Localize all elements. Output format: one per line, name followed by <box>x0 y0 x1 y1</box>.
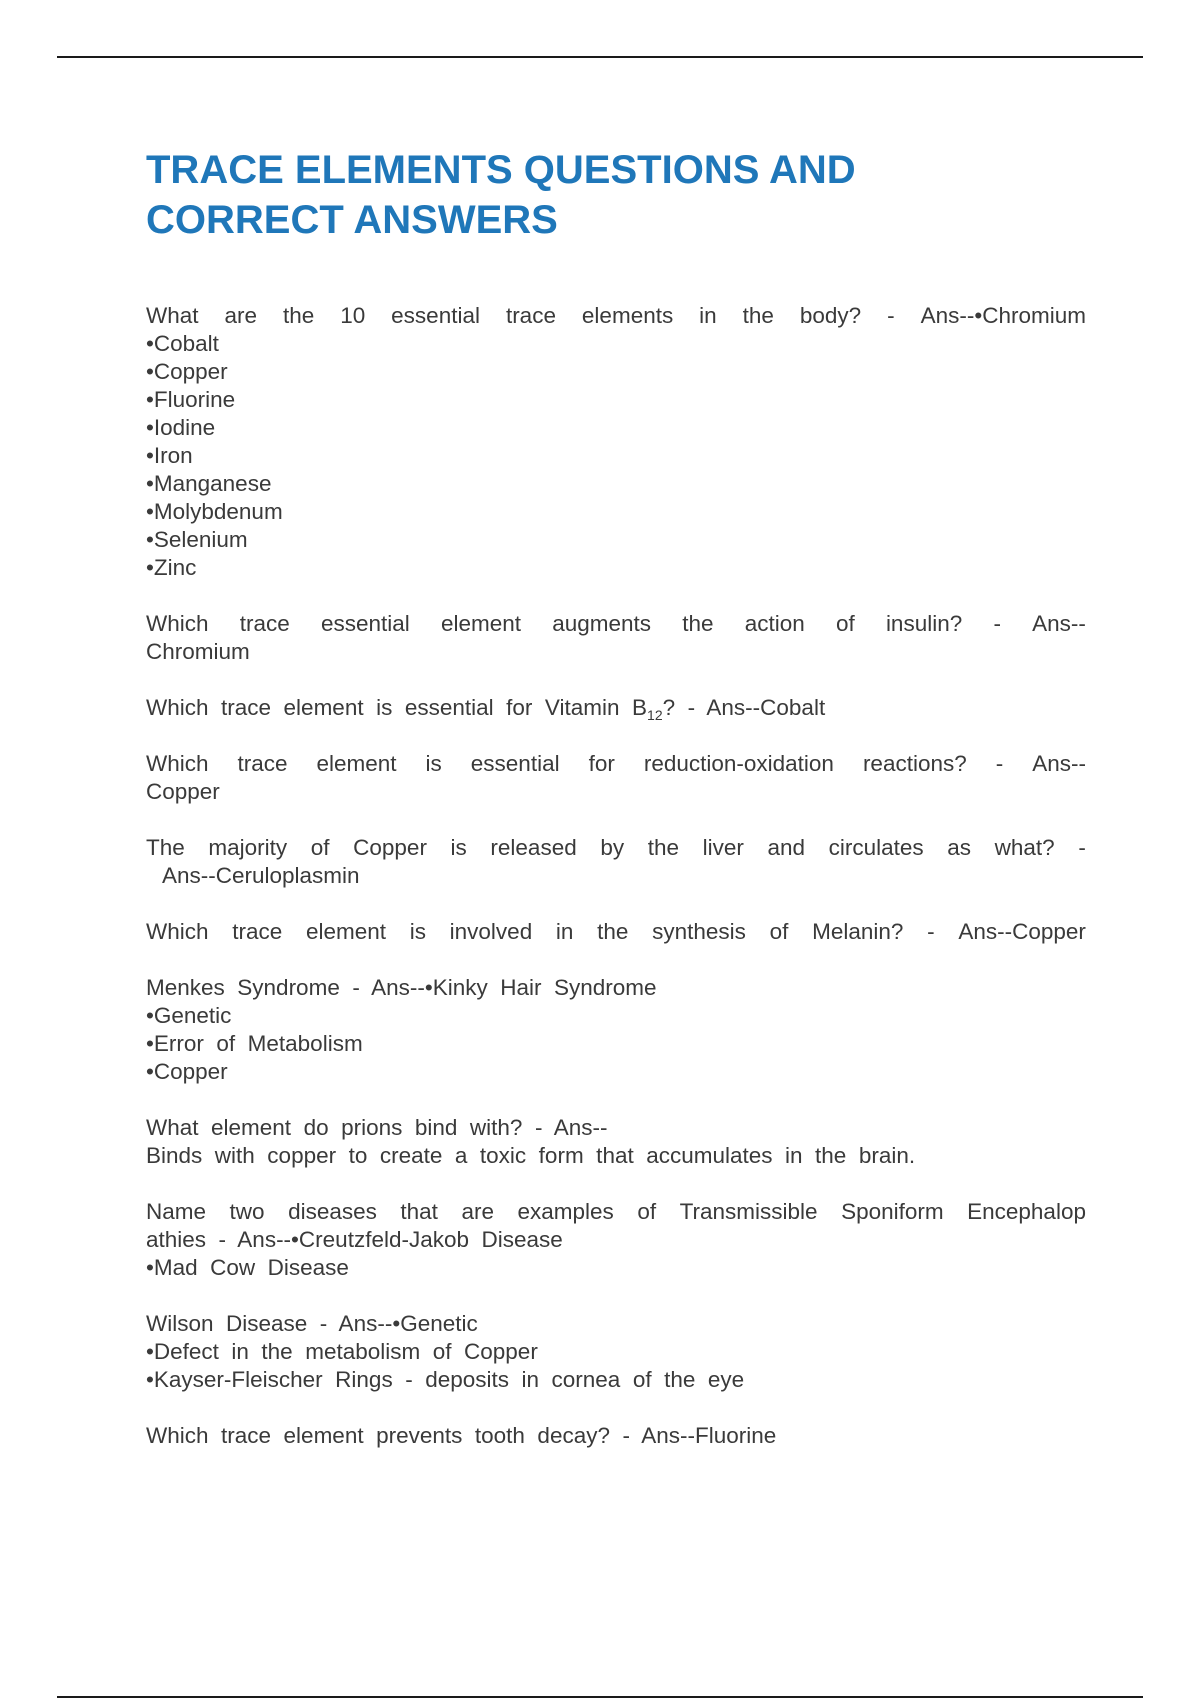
qa-item <box>146 1422 1086 1450</box>
word: Copper <box>353 835 427 860</box>
qa-item <box>146 694 1086 722</box>
word: that <box>400 1199 438 1224</box>
word: Ans-- <box>1032 611 1086 636</box>
word: are <box>461 1199 494 1224</box>
word: trace <box>239 611 290 636</box>
qa-item <box>146 1310 1086 1394</box>
qa-item <box>146 974 1086 1086</box>
word: essential <box>470 751 560 776</box>
word: is <box>450 835 467 860</box>
word: of <box>637 1199 657 1224</box>
qa-item <box>146 750 1086 806</box>
word: diseases <box>288 1199 377 1224</box>
word: elements <box>581 303 674 328</box>
word: of <box>835 611 855 636</box>
word: by <box>600 835 625 860</box>
word: action <box>744 611 805 636</box>
word: 10 <box>340 303 366 328</box>
word: and <box>767 835 806 860</box>
word: The <box>146 835 185 860</box>
word: trace <box>232 919 283 944</box>
word: what? <box>994 835 1055 860</box>
qa-item <box>146 610 1086 666</box>
word: augments <box>552 611 652 636</box>
qa-line: •Fluorine <box>146 387 236 412</box>
word: circulates <box>828 835 924 860</box>
qa-text: ? - Ans--Cobalt <box>662 695 826 720</box>
word: as <box>947 835 972 860</box>
qa-line: •Molybdenum <box>146 499 283 524</box>
word: the <box>282 303 315 328</box>
title-line-2: CORRECT ANSWERS <box>146 198 558 242</box>
qa-line: •Copper <box>146 359 228 384</box>
qa-line: •Mad Cow Disease <box>146 1255 349 1280</box>
qa-line <box>146 1198 1086 1226</box>
word: Which <box>146 751 209 776</box>
word: of <box>310 835 330 860</box>
word: liver <box>702 835 744 860</box>
word: are <box>224 303 257 328</box>
qa-line <box>146 918 1086 946</box>
word: for <box>588 751 615 776</box>
word: - <box>995 751 1004 776</box>
word: essential <box>320 611 410 636</box>
word: the <box>742 303 774 328</box>
qa-text: Which trace element is essential for Vitamin B <box>146 695 648 720</box>
word: - <box>1078 835 1086 860</box>
word: trace <box>505 303 556 328</box>
word: involved <box>449 919 533 944</box>
qa-item <box>146 1114 1086 1170</box>
word: the <box>682 611 714 636</box>
qa-line: •Iron <box>146 443 193 468</box>
qa-line: •Kayser-Fleischer Rings - deposits in cornea of the eye <box>146 1367 745 1392</box>
word: - <box>887 303 895 328</box>
qa-item <box>146 834 1086 890</box>
word: reactions? <box>862 751 967 776</box>
word: majority <box>208 835 288 860</box>
subscript: 12 <box>647 707 663 723</box>
word: Name <box>146 1199 207 1224</box>
word: the <box>647 835 679 860</box>
title-line-1: TRACE ELEMENTS QUESTIONS AND <box>146 148 856 192</box>
word: element <box>305 919 386 944</box>
qa-line: •Error of Metabolism <box>146 1031 363 1056</box>
word: in <box>699 303 717 328</box>
word: of <box>769 919 789 944</box>
word: is <box>409 919 426 944</box>
word: synthesis <box>652 919 746 944</box>
header-rule <box>57 56 1143 58</box>
word: Sponiform <box>841 1199 944 1224</box>
qa-item <box>146 1198 1086 1282</box>
qa-line: •Cobalt <box>146 331 219 356</box>
qa-line: •Defect in the metabolism of Copper <box>146 1339 538 1364</box>
qa-line <box>146 610 1086 638</box>
qa-line <box>146 694 1086 722</box>
qa-line: Copper <box>146 779 220 804</box>
qa-line: •Selenium <box>146 527 248 552</box>
word: Melanin? <box>812 919 904 944</box>
qa-list <box>146 302 1086 1450</box>
word: element <box>316 751 397 776</box>
qa-line: Ans--Ceruloplasmin <box>162 863 360 888</box>
qa-line: •Manganese <box>146 471 272 496</box>
document-title <box>146 145 1086 245</box>
word: reduction-oxidation <box>643 751 834 776</box>
qa-item <box>146 302 1086 582</box>
word: - <box>927 919 935 944</box>
word: trace <box>237 751 288 776</box>
footer-rule <box>57 1696 1143 1698</box>
word: What <box>146 303 199 328</box>
qa-line: athies - Ans--•Creutzfeld-Jakob Disease <box>146 1227 563 1252</box>
qa-line: •Copper <box>146 1059 228 1084</box>
word: Ans--•Chromium <box>920 303 1086 328</box>
word: Ans-- <box>1032 751 1086 776</box>
word: essential <box>391 303 480 328</box>
word: element <box>440 611 522 636</box>
word: insulin? <box>885 611 963 636</box>
word: Which <box>146 611 209 636</box>
word: Transmissible <box>679 1199 818 1224</box>
word: Ans--Copper <box>958 919 1086 944</box>
word: in <box>555 919 574 944</box>
word: Encephalop <box>967 1199 1086 1224</box>
document-body <box>146 145 1086 1478</box>
word: body? <box>799 303 862 328</box>
qa-line: Menkes Syndrome - Ans--•Kinky Hair Syndrome <box>146 975 657 1000</box>
word: is <box>425 751 442 776</box>
qa-line: •Genetic <box>146 1003 232 1028</box>
word: examples <box>517 1199 614 1224</box>
qa-line: Chromium <box>146 639 250 664</box>
word: Which <box>146 919 209 944</box>
qa-line <box>146 302 1086 330</box>
qa-line: •Iodine <box>146 415 216 440</box>
qa-line: What element do prions bind with? - Ans-- <box>146 1115 608 1140</box>
qa-line <box>146 834 1086 862</box>
qa-line: Binds with copper to create a toxic form that accumulates in the brain. <box>146 1143 916 1168</box>
word: - <box>993 611 1001 636</box>
word: released <box>490 835 577 860</box>
qa-item <box>146 918 1086 946</box>
qa-line: •Zinc <box>146 555 197 580</box>
qa-line <box>146 750 1086 778</box>
qa-line: Wilson Disease - Ans--•Genetic <box>146 1311 478 1336</box>
qa-line: Which trace element prevents tooth decay? - Ans--Fluorine <box>146 1423 777 1448</box>
word: two <box>229 1199 265 1224</box>
word: the <box>597 919 629 944</box>
